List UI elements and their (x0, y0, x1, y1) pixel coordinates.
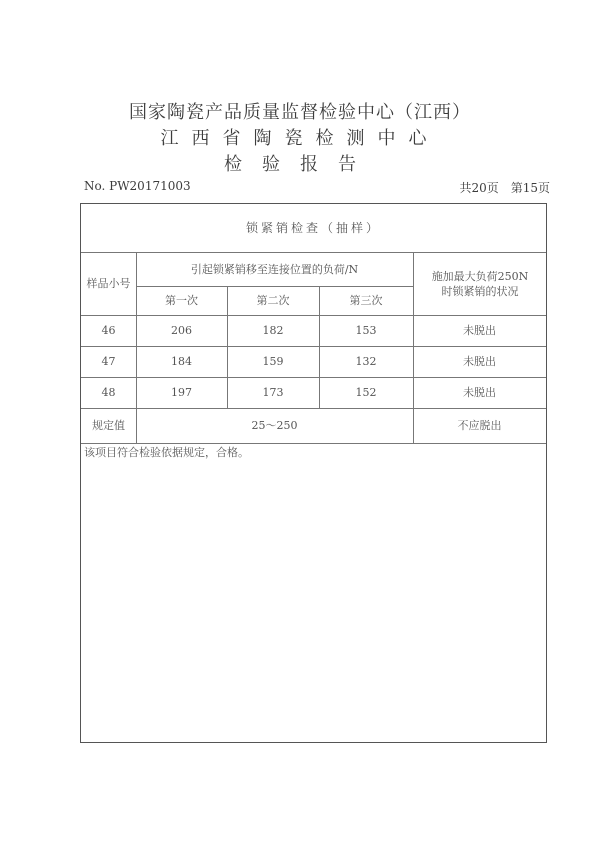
load-group-header: 引起锁紧销移至连接位置的负荷/N (190, 262, 359, 276)
first-load-cell: 184 (171, 355, 192, 368)
center-name-title: 国家陶瓷产品质量监督检验中心（江西） (129, 102, 471, 123)
third-load-cell: 132 (355, 355, 377, 368)
page-info: 共20页 第15页 (459, 181, 550, 195)
second-load-cell: 159 (262, 355, 284, 368)
spec-range: 25～250 (251, 419, 298, 432)
second-load-cell: 173 (262, 386, 284, 399)
spec-status: 不应脱出 (457, 419, 502, 432)
sample-id-cell: 48 (101, 386, 116, 399)
section-title: 锁紧销检查（抽样） (245, 220, 381, 235)
inspection-table (80, 203, 547, 743)
report-title: 检验报告 (224, 154, 376, 175)
third-load-cell: 152 (355, 386, 377, 399)
first-load-cell: 197 (171, 386, 192, 399)
third-load-cell: 153 (355, 324, 377, 337)
status-cell: 未脱出 (463, 355, 496, 368)
provincial-center-title: 江西省陶瓷检测中心 (160, 128, 440, 149)
report-number: No. PW20171003 (84, 179, 191, 193)
sample-id-cell: 47 (101, 355, 116, 368)
first-trial-header: 第一次 (165, 294, 198, 307)
conclusion-text: 该项目符合检验依据规定，合格。 (84, 446, 249, 459)
first-load-cell: 206 (171, 324, 192, 337)
sample-id-cell: 46 (101, 324, 116, 337)
status-cell: 未脱出 (463, 386, 496, 399)
pin-status-header: 施加最大负荷250N时锁紧销的状况 (431, 269, 529, 298)
sample-number-header: 样品小号 (86, 277, 131, 290)
third-trial-header: 第三次 (349, 294, 383, 307)
second-load-cell: 182 (262, 324, 284, 337)
status-cell: 未脱出 (463, 324, 496, 337)
second-trial-header: 第二次 (256, 294, 290, 307)
spec-label: 规定值 (92, 419, 125, 432)
